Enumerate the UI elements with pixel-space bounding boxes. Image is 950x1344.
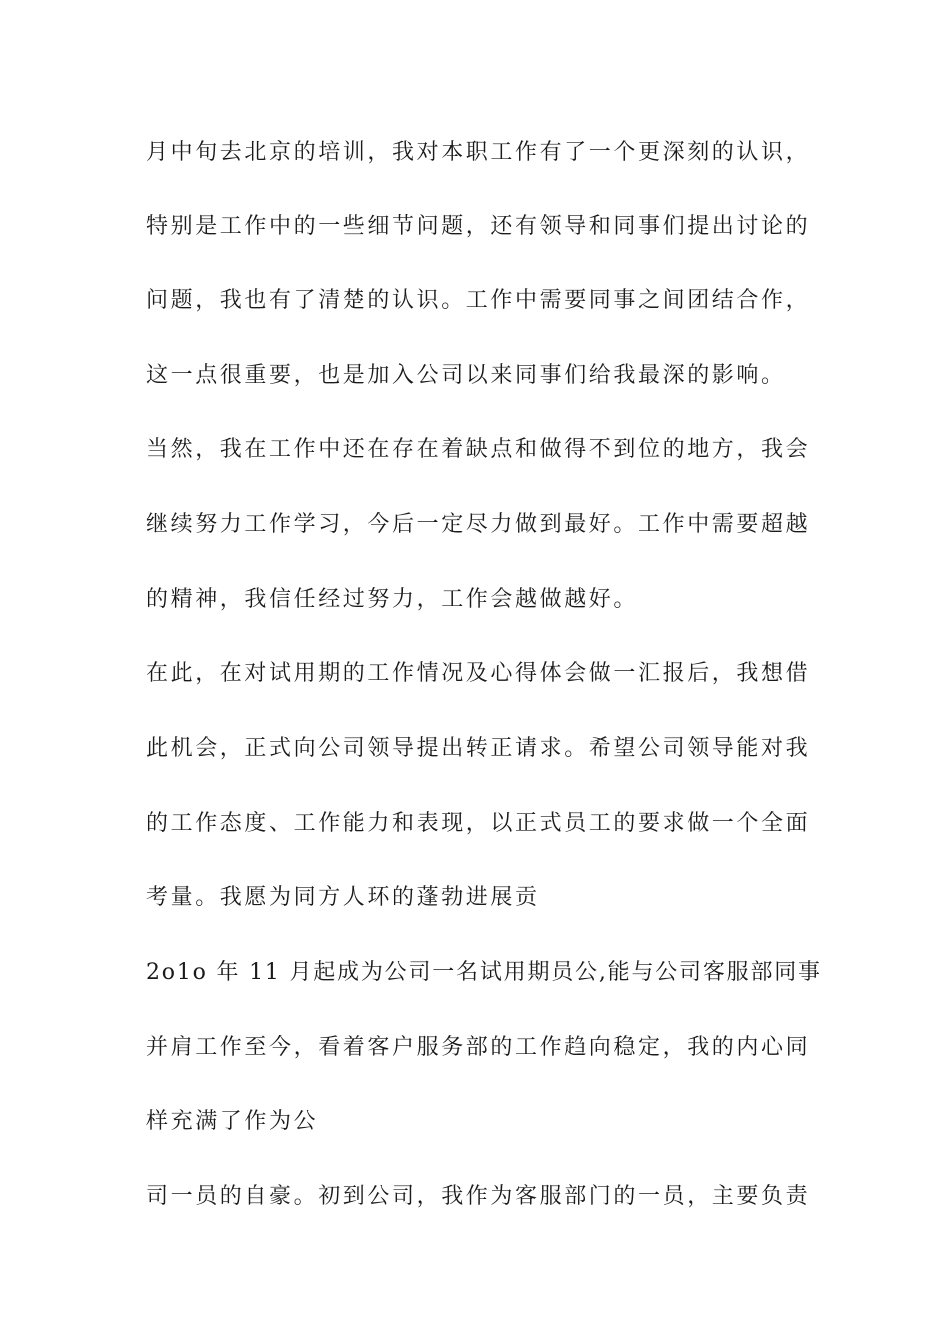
text-line: 的工作态度、工作能力和表现，以正式员工的要求做一个全面 — [146, 811, 811, 836]
text-line: 此机会，正式向公司领导提出转正请求。希望公司领导能对我 — [146, 736, 811, 761]
text-line: 并肩工作至今，看着客户服务部的工作趋向稳定，我的内心同 — [146, 1035, 811, 1060]
text-line: 月中旬去北京的培训，我对本职工作有了一个更深刻的认识， — [146, 140, 811, 165]
text-line: 2o1o 年 11 月起成为公司一名试用期员公,能与公司客服部同事 — [146, 960, 822, 985]
text-line: 这一点很重要，也是加入公司以来同事们给我最深的影响。 — [146, 363, 786, 388]
text-line: 司一员的自豪。初到公司，我作为客服部门的一员，主要负责 — [146, 1184, 811, 1209]
text-line: 样充满了作为公 — [146, 1109, 319, 1134]
text-line: 当然，我在工作中还在存在着缺点和做得不到位的地方，我会 — [146, 437, 811, 462]
text-line: 特别是工作中的一些细节问题，还有领导和同事们提出讨论的 — [146, 214, 811, 239]
text-line: 问题，我也有了清楚的认识。工作中需要同事之间团结合作， — [146, 288, 811, 313]
text-line: 在此，在对试用期的工作情况及心得体会做一汇报后，我想借 — [146, 661, 811, 686]
text-line: 继续努力工作学习，今后一定尽力做到最好。工作中需要超越 — [146, 512, 811, 537]
text-line: 考量。我愿为同方人环的蓬勃进展贡 — [146, 885, 540, 910]
text-line: 的精神，我信任经过努力，工作会越做越好。 — [146, 587, 639, 612]
